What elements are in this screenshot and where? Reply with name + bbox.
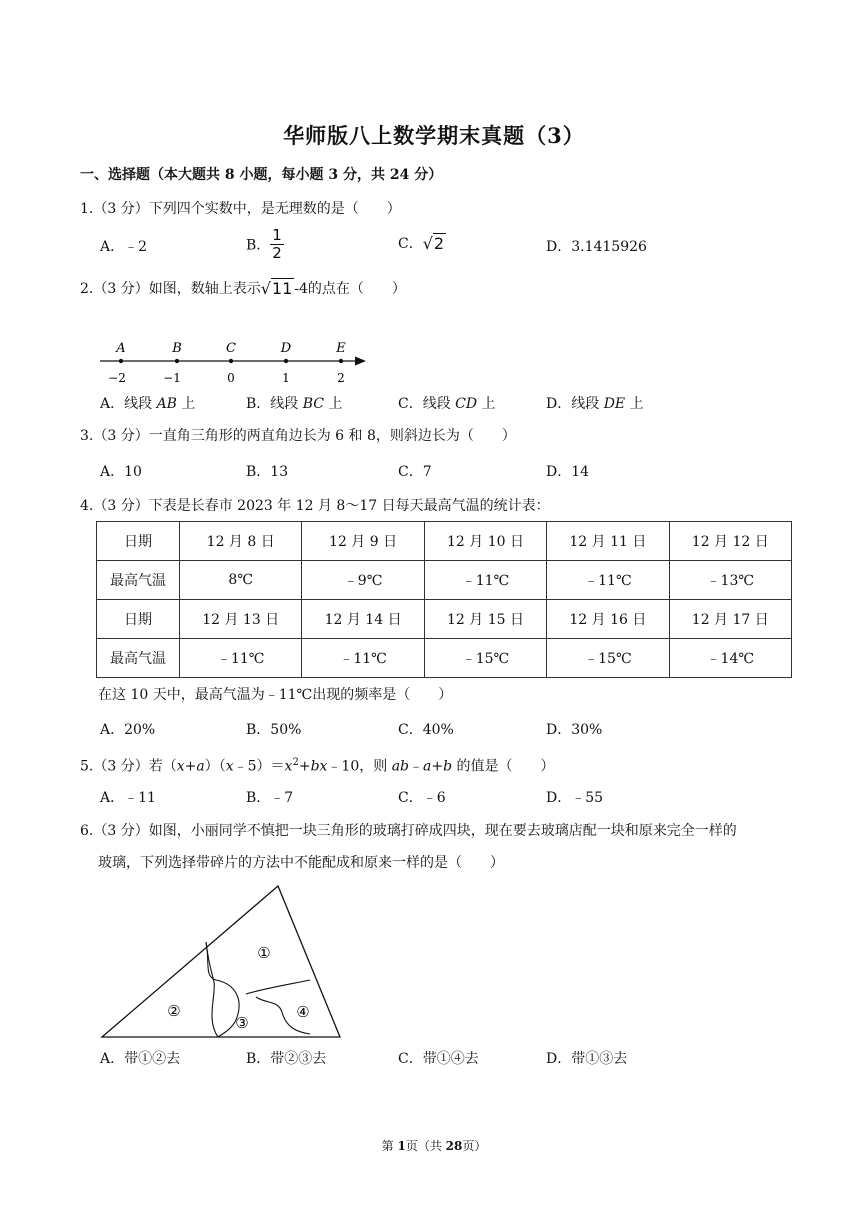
table-row — [97, 639, 792, 678]
q5-option-b: B．﹣7 — [246, 790, 294, 806]
option-segment: BC — [302, 396, 325, 412]
q1-option-a: A．﹣2 — [100, 239, 148, 255]
option-text: 上 — [324, 396, 343, 412]
stem-text: 5.（3 分）若（ — [80, 758, 177, 775]
table-row — [97, 600, 792, 639]
table-cell: ﹣11℃ — [424, 561, 546, 600]
tick-label: 1 — [282, 371, 290, 385]
q4-option-b: B．50% — [246, 722, 302, 738]
variable-a: a — [196, 758, 205, 775]
question-6-stem-line2: 玻璃，下列选择带碎片的方法中不能配成和原来一样的是（ ） — [98, 855, 504, 871]
temperature-table — [96, 521, 792, 678]
current-page-number: 1 — [397, 1139, 406, 1153]
option-text: B．线段 — [246, 396, 303, 412]
stem-text: 的值是（ ） — [452, 758, 555, 775]
point-letter: E — [336, 341, 346, 356]
table-cell: ﹣9℃ — [302, 561, 424, 600]
q2-option-a — [100, 393, 195, 413]
point-dot — [119, 359, 123, 363]
stem-text: + — [431, 758, 444, 775]
question-4-stem: 4.（3 分）下表是长春市 2023 年 12 月 8～17 日每天最高气温的统计表： — [80, 498, 550, 514]
square-root: √2 — [422, 233, 445, 253]
radicand: 11 — [271, 279, 293, 298]
option-text: A．线段 — [100, 396, 157, 412]
point-dot — [284, 359, 288, 363]
q4-followup: 在这 10 天中，最高气温为﹣11℃出现的频率是（ ） — [98, 687, 453, 703]
radicand: 2 — [433, 233, 445, 253]
q4-option-d: D．30% — [546, 722, 603, 738]
option-text: 上 — [625, 396, 644, 412]
variable-x: x — [284, 758, 293, 775]
term-bx: bx — [310, 758, 328, 775]
table-header-cell: 日期 — [97, 522, 180, 561]
piece-label-4: ④ — [296, 1003, 310, 1021]
crack-line — [246, 980, 310, 994]
table-row — [97, 561, 792, 600]
table-cell: ﹣15℃ — [547, 639, 669, 678]
q1-option-b — [246, 227, 284, 262]
table-cell: 12 月 14 日 — [302, 600, 424, 639]
table-cell: 12 月 8 日 — [180, 522, 302, 561]
page-title: 华师版八上数学期末真题（3） — [283, 123, 585, 148]
number-line-point-c — [226, 341, 236, 385]
total-page-count: 28 — [445, 1139, 463, 1153]
broken-glass-triangle — [96, 882, 348, 1042]
question-6-stem-line1: 6.（3 分）如图，小丽同学不慎把一块三角形的玻璃打碎成四块，现在要去玻璃店配一块和原来完全一样的 — [80, 823, 737, 839]
variable-a: a — [423, 758, 432, 775]
table-header-cell: 最高气温 — [97, 639, 180, 678]
point-letter: C — [226, 341, 236, 356]
number-line-point-b — [163, 341, 182, 385]
q2-option-b — [246, 393, 342, 413]
stem-text: ﹣5）＝ — [233, 758, 285, 775]
tick-label: −1 — [163, 371, 181, 385]
option-segment: AB — [156, 396, 177, 412]
option-text: D．线段 — [546, 396, 604, 412]
variable-b: b — [443, 758, 453, 775]
crack-line — [206, 942, 239, 1037]
footer-text: 页） — [462, 1139, 487, 1153]
table-cell: 12 月 12 日 — [669, 522, 791, 561]
number-line-arrow — [355, 357, 366, 366]
table-cell: 12 月 13 日 — [180, 600, 302, 639]
point-letter: A — [116, 341, 126, 356]
tick-label: 2 — [337, 371, 345, 385]
fraction-denominator: 2 — [272, 244, 282, 262]
point-dot — [229, 359, 233, 363]
table-cell: 12 月 15 日 — [424, 600, 546, 639]
variable-x: x — [225, 758, 234, 775]
q6-option-c: C．带①④去 — [398, 1051, 479, 1067]
table-header-cell: 最高气温 — [97, 561, 180, 600]
q1-option-d: D．3.1415926 — [546, 239, 647, 255]
number-line-point-a — [108, 341, 126, 385]
q5-option-a: A．﹣11 — [100, 790, 156, 806]
q2-stem-pre: 2.（3 分）如图，数轴上表示 — [80, 281, 261, 297]
section-heading: 一、选择题（本大题共 8 小题，每小题 3 分，共 24 分） — [80, 167, 443, 183]
q3-option-a: A．10 — [100, 464, 142, 480]
crack-line — [206, 942, 218, 1037]
question-1-stem: 1.（3 分）下列四个实数中，是无理数的是（ ） — [80, 201, 401, 217]
option-text: 上 — [477, 396, 496, 412]
q4-option-c: C．40% — [398, 722, 454, 738]
option-text: 上 — [176, 396, 196, 412]
term-ab: ab — [391, 758, 409, 775]
table-cell: 12 月 9 日 — [302, 522, 424, 561]
table-cell: ﹣11℃ — [302, 639, 424, 678]
q6-option-b: B．带②③去 — [246, 1051, 327, 1067]
stem-text: ﹣ — [409, 758, 423, 775]
number-line-point-e — [335, 341, 346, 385]
footer-text: 第 — [381, 1139, 398, 1153]
table-cell: ﹣15℃ — [424, 639, 546, 678]
exponent: 2 — [292, 757, 299, 768]
q3-option-d: D．14 — [546, 464, 590, 480]
q2-stem-post: -4的点在（ ） — [294, 281, 406, 297]
table-header-cell: 日期 — [97, 600, 180, 639]
q5-option-c: C．﹣6 — [398, 790, 446, 806]
table-cell: 12 月 17 日 — [669, 600, 791, 639]
option-segment: CD — [455, 396, 478, 412]
footer-text: 页（共 — [405, 1139, 446, 1153]
q4-option-a: A．20% — [100, 722, 156, 738]
variable-x: x — [176, 758, 185, 775]
number-line — [96, 336, 376, 390]
question-5-stem — [80, 752, 555, 778]
number-line-point-d — [280, 341, 292, 385]
table-cell: 12 月 16 日 — [547, 600, 669, 639]
point-dot — [175, 359, 179, 363]
table-cell: 8℃ — [180, 561, 302, 600]
question-2-stem — [80, 278, 406, 300]
point-dot — [339, 359, 343, 363]
q3-option-b: B．13 — [246, 464, 289, 480]
piece-label-2: ② — [167, 1002, 181, 1020]
table-cell: ﹣13℃ — [669, 561, 791, 600]
square-root: √11 — [260, 279, 293, 298]
q6-option-d: D．带①③去 — [546, 1051, 628, 1067]
q5-option-d: D．﹣55 — [546, 790, 604, 806]
question-3-stem: 3.（3 分）一直角三角形的两直角边长为 6 和 8，则斜边长为（ ） — [80, 428, 516, 444]
q1-option-c — [398, 233, 446, 253]
table-cell: 12 月 11 日 — [547, 522, 669, 561]
table-row — [97, 522, 792, 561]
table-cell: ﹣14℃ — [669, 639, 791, 678]
q1-option-b-prefix: B． — [246, 237, 271, 254]
q6-option-a: A．带①②去 — [100, 1051, 181, 1067]
option-segment: DE — [603, 396, 626, 412]
table-cell: 12 月 10 日 — [424, 522, 546, 561]
q3-option-c: C．7 — [398, 464, 432, 480]
point-letter: B — [172, 341, 182, 356]
q2-option-c — [398, 393, 496, 413]
stem-text: + — [298, 758, 311, 775]
stem-text: + — [184, 758, 197, 775]
point-letter: D — [280, 341, 292, 356]
tick-label: −2 — [108, 371, 126, 385]
q2-option-d — [546, 393, 644, 413]
fraction-numerator: 1 — [272, 226, 282, 244]
fraction — [270, 227, 284, 262]
table-cell: ﹣11℃ — [547, 561, 669, 600]
piece-label-3: ③ — [235, 1014, 249, 1032]
q1-option-c-prefix: C． — [398, 236, 423, 252]
option-text: C．线段 — [398, 396, 456, 412]
page-footer — [0, 1137, 868, 1154]
tick-label: 0 — [227, 371, 235, 385]
table-cell: ﹣11℃ — [180, 639, 302, 678]
piece-label-1: ① — [257, 944, 271, 962]
stem-text: ﹣10，则 — [327, 758, 392, 775]
stem-text: ）（ — [204, 758, 226, 775]
